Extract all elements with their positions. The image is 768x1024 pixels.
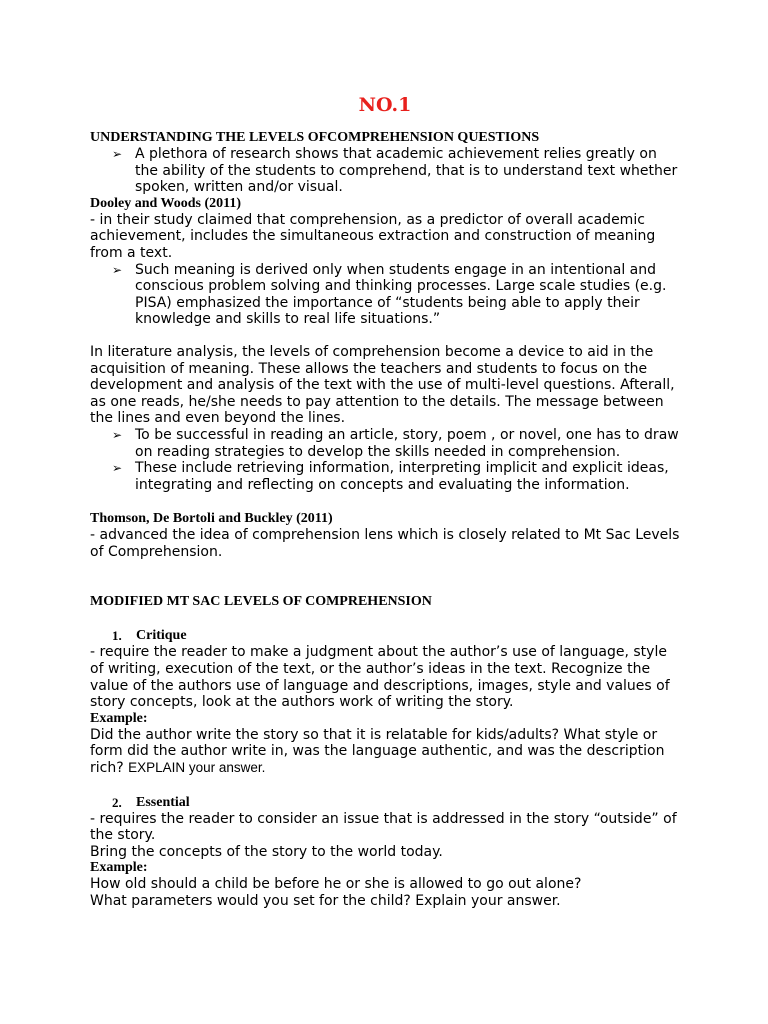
bullet-item (90, 460, 680, 493)
main-heading: UNDERSTANDING THE LEVELS OFCOMPREHENSION QUESTIONS (90, 130, 540, 145)
arrowhead-bullet-icon: ➢ (112, 461, 123, 476)
item-description: - requires the reader to consider an issue that is addressed in the story “outside” of the story. (90, 810, 677, 844)
numbered-item-heading (90, 628, 680, 644)
item-title: Critique (136, 628, 187, 644)
numbered-item-heading (90, 795, 680, 811)
reference-text: - in their study claimed that comprehension, as a predictor of overall academic achievement, includes the simultaneous extraction and construction of meaning from a text. (90, 211, 656, 261)
item-description: Bring the concepts of the story to the world today. (90, 843, 443, 860)
bullet-text: A plethora of research shows that academic achievement relies greatly on the ability of the students to comprehend, that is to understand text whether spoken, written and/or visual. (135, 146, 678, 196)
document-page (90, 92, 680, 910)
arrowhead-bullet-icon: ➢ (112, 427, 123, 442)
item-title: Essential (136, 794, 190, 810)
bullet-item (90, 146, 680, 196)
arrowhead-bullet-icon: ➢ (112, 262, 123, 277)
reference-text: - advanced the idea of comprehension lens which is closely related to Mt Sac Levels of Comprehension. (90, 527, 680, 560)
item-example: How old should a child be before he or she is allowed to go out alone? (90, 876, 582, 893)
example-label: Example: (90, 710, 148, 726)
document-number: NO.1 (358, 94, 412, 116)
arrowhead-bullet-icon: ➢ (112, 147, 123, 161)
section-heading: MODIFIED MT SAC LEVELS OF COMPREHENSION (90, 594, 432, 610)
body-paragraph: In literature analysis, the levels of comprehension become a device to aid in the acquisition of meaning. These allows the teachers and students to focus on the development and analysis of the text with the use of multi-level questions. Afterall, as one reads, he/she needs to pay attention to the details. The message between the lines and even beyond the lines. (90, 343, 675, 427)
reference-heading: Thomson, De Bortoli and Buckley (2011) (90, 511, 333, 527)
bullet-text: Such meaning is derived only when students engage in an intentional and conscious problem solving and thinking processes. Large scale studies (e.g. PISA) emphasized the importance of “students being able to apply their knowledge and skills to real life situations.” (135, 261, 667, 328)
reference-heading: Dooley and Woods (2011) (90, 195, 242, 211)
item-number: 2. (112, 794, 122, 810)
example-label: Example: (90, 860, 148, 876)
bullet-item (90, 427, 680, 460)
bullet-text: These include retrieving information, interpreting implicit and explicit ideas, integrating and reflecting on concepts and evaluating the information. (135, 460, 669, 493)
item-example (90, 727, 680, 777)
bullet-text: To be successful in reading an article, story, poem , or novel, one has to draw on reading strategies to develop the skills needed in comprehension. (135, 426, 679, 460)
example-text-tail: EXPLAIN your answer. (128, 760, 266, 776)
example-text: Did the author write the story so that it is relatable for kids/adults? What style or form did the author write in, was the language authentic, and was the description rich? (90, 726, 665, 777)
item-description: - require the reader to make a judgment about the author’s use of language, style of writing, execution of the text, or the author’s ideas in the text. Recognize the value of the authors use of language and descriptions, images, style and values of story concepts, look at the authors work of writing the story. (90, 644, 670, 711)
item-example: What parameters would you set for the child? Explain your answer. (90, 893, 561, 909)
bullet-item (90, 262, 680, 328)
item-number: 1. (112, 628, 122, 644)
